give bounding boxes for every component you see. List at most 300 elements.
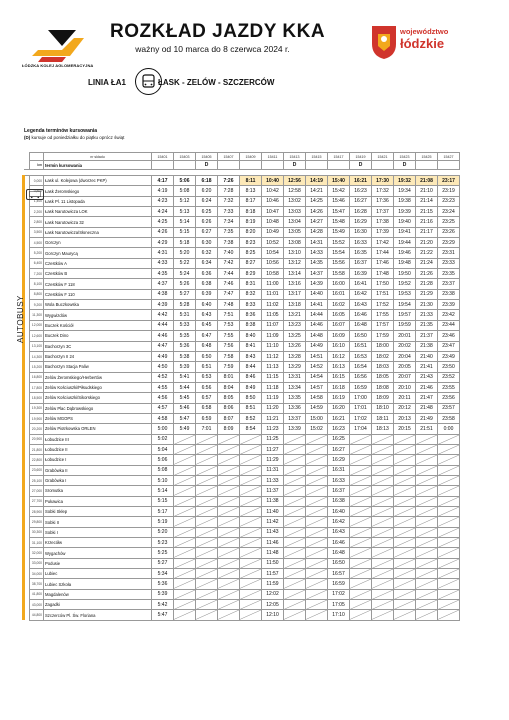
region-name-top: województwo: [400, 27, 449, 36]
no-service-cell: [350, 486, 372, 496]
departure-time: 18:11: [372, 413, 394, 423]
no-service-mark: [240, 455, 261, 464]
no-service-mark: [350, 455, 371, 464]
departure-time: 12:10: [262, 610, 284, 620]
no-service-mark: [174, 455, 195, 464]
departure-time: 8:36: [240, 310, 262, 320]
departure-time: 16:40: [328, 507, 350, 517]
no-service-mark: [372, 507, 393, 516]
no-service-cell: [196, 579, 218, 589]
no-service-cell: [394, 548, 416, 558]
stop-name: Łask Pl. 11 Listopada: [44, 196, 152, 206]
departure-time: 11:02: [262, 300, 284, 310]
no-service-cell: [306, 579, 328, 589]
departure-time: 5:12: [174, 196, 196, 206]
stop-row: [24, 331, 460, 341]
no-service-cell: [218, 569, 240, 579]
term-code: [262, 161, 284, 170]
no-service-mark: [350, 548, 371, 557]
no-service-mark: [196, 548, 217, 557]
departure-time: 23:47: [438, 341, 460, 351]
no-service-mark: [394, 455, 415, 464]
departure-time: 19:54: [394, 300, 416, 310]
departure-time: 13:16: [284, 279, 306, 289]
no-service-cell: [350, 527, 372, 537]
departure-time: 15:49: [328, 227, 350, 237]
departure-time: 17:51: [372, 289, 394, 299]
no-service-cell: [372, 496, 394, 506]
no-service-mark: [284, 579, 305, 588]
no-service-mark: [350, 497, 371, 506]
departure-time: 13:02: [284, 196, 306, 206]
no-service-mark: [306, 455, 327, 464]
departure-time: 23:50: [438, 362, 460, 372]
no-service-mark: [306, 600, 327, 609]
departure-time: 11:46: [262, 538, 284, 548]
no-service-mark: [416, 610, 437, 619]
term-code: [218, 161, 240, 170]
departure-time: 13:08: [284, 238, 306, 248]
train-number: 15407: [218, 153, 240, 161]
departure-time: 23:33: [438, 258, 460, 268]
departure-time: 4:35: [152, 269, 174, 279]
no-service-cell: [394, 569, 416, 579]
no-service-mark: [174, 497, 195, 506]
no-service-cell: [416, 527, 438, 537]
departure-time: 4:25: [152, 217, 174, 227]
no-service-mark: [174, 476, 195, 485]
stop-row: [24, 413, 460, 423]
departure-time: 10:46: [262, 196, 284, 206]
no-service-cell: [306, 558, 328, 568]
timetable: [15, 152, 460, 621]
no-service-cell: [284, 589, 306, 599]
departure-time: 21:51: [416, 424, 438, 434]
no-service-mark: [372, 476, 393, 485]
departure-time: 16:37: [350, 258, 372, 268]
departure-time: 8:19: [240, 217, 262, 227]
stop-row: [24, 517, 460, 527]
no-service-cell: [438, 517, 460, 527]
departure-time: 14:37: [306, 269, 328, 279]
departure-time: 13:04: [284, 217, 306, 227]
departure-time: 5:04: [152, 444, 174, 454]
departure-time: 21:26: [416, 269, 438, 279]
departure-time: 16:30: [350, 227, 372, 237]
departure-time: 19:59: [394, 320, 416, 330]
stop-name: Grabówka I: [44, 475, 152, 485]
no-service-cell: [350, 558, 372, 568]
departure-time: 16:29: [350, 217, 372, 227]
no-service-cell: [240, 569, 262, 579]
departure-time: 0:00: [438, 424, 460, 434]
departure-time: 11:00: [262, 279, 284, 289]
departure-time: 5:28: [174, 300, 196, 310]
departure-time: 10:42: [262, 186, 284, 196]
departure-time: 21:28: [416, 279, 438, 289]
no-service-mark: [240, 528, 261, 537]
departure-time: 21:48: [416, 403, 438, 413]
departure-time: 20:12: [394, 403, 416, 413]
no-service-mark: [174, 517, 195, 526]
departure-time: 6:26: [196, 217, 218, 227]
departure-time: 17:00: [350, 393, 372, 403]
departure-time: 8:49: [240, 382, 262, 392]
departure-time: 17:38: [372, 217, 394, 227]
stop-km: 3,500: [30, 227, 44, 237]
legend-code: (D): [24, 135, 31, 140]
train-number: 15403: [174, 153, 196, 161]
no-service-mark: [394, 476, 415, 485]
departure-time: 8:18: [240, 207, 262, 217]
no-service-cell: [416, 569, 438, 579]
departure-time: 19:46: [394, 248, 416, 258]
departure-time: 19:34: [394, 186, 416, 196]
stop-name: Bachorzyn 3C: [44, 341, 152, 351]
departure-time: 14:25: [306, 196, 328, 206]
no-service-mark: [306, 610, 327, 619]
stop-name: Łask Narutowicza LOK: [44, 207, 152, 217]
departure-time: 17:10: [328, 610, 350, 620]
no-service-cell: [416, 444, 438, 454]
no-service-cell: [196, 434, 218, 444]
departure-time: 4:39: [152, 300, 174, 310]
no-service-mark: [350, 435, 371, 444]
departure-time: 14:39: [306, 279, 328, 289]
no-service-cell: [218, 548, 240, 558]
departure-time: 16:35: [350, 248, 372, 258]
no-service-mark: [218, 528, 239, 537]
region-crest-icon: [370, 24, 398, 60]
no-service-cell: [240, 579, 262, 589]
no-service-cell: [416, 579, 438, 589]
no-service-mark: [416, 486, 437, 495]
departure-time: 16:33: [350, 238, 372, 248]
departure-time: 11:48: [262, 548, 284, 558]
departure-time: 10:56: [262, 258, 284, 268]
no-service-mark: [438, 486, 459, 495]
departure-time: 4:52: [152, 372, 174, 382]
no-service-mark: [438, 445, 459, 454]
departure-time: 4:56: [152, 393, 174, 403]
no-service-mark: [240, 600, 261, 609]
term-code: [152, 161, 174, 170]
departure-time: 7:32: [218, 196, 240, 206]
departure-time: 21:30: [416, 300, 438, 310]
departure-time: 14:46: [306, 320, 328, 330]
stop-km: 29,800: [30, 517, 44, 527]
no-service-mark: [394, 517, 415, 526]
departure-time: 11:50: [262, 558, 284, 568]
no-service-mark: [196, 569, 217, 578]
departure-time: 23:25: [438, 217, 460, 227]
legend-item: [24, 135, 124, 140]
no-service-mark: [284, 445, 305, 454]
no-service-cell: [416, 455, 438, 465]
departure-time: 23:24: [438, 207, 460, 217]
departure-time: 6:57: [196, 393, 218, 403]
no-service-cell: [372, 517, 394, 527]
no-service-cell: [306, 538, 328, 548]
departure-time: 16:20: [328, 403, 350, 413]
departure-time: 23:39: [438, 300, 460, 310]
stop-km: 2,800: [30, 217, 44, 227]
no-service-cell: [438, 579, 460, 589]
stop-name: Sobki Skłep: [44, 507, 152, 517]
no-service-mark: [196, 517, 217, 526]
no-service-cell: [196, 444, 218, 454]
no-service-cell: [438, 548, 460, 558]
departure-time: 5:08: [174, 186, 196, 196]
no-service-mark: [306, 538, 327, 547]
departure-time: 16:27: [328, 444, 350, 454]
departure-time: 15:42: [328, 186, 350, 196]
departure-time: 4:38: [152, 289, 174, 299]
departure-time: 13:23: [284, 320, 306, 330]
no-service-cell: [218, 507, 240, 517]
no-service-cell: [394, 475, 416, 485]
departure-time: 16:39: [350, 269, 372, 279]
no-service-mark: [196, 455, 217, 464]
no-service-cell: [284, 558, 306, 568]
no-service-mark: [306, 569, 327, 578]
no-service-cell: [350, 496, 372, 506]
no-service-cell: [218, 517, 240, 527]
stop-km: 2,200: [30, 207, 44, 217]
no-service-mark: [306, 476, 327, 485]
no-service-mark: [416, 590, 437, 599]
no-service-cell: [174, 558, 196, 568]
departure-time: 7:35: [218, 227, 240, 237]
departure-time: 5:20: [174, 248, 196, 258]
line-label: LINIA ŁA1: [88, 78, 126, 87]
departure-time: 5:39: [152, 589, 174, 599]
no-service-mark: [306, 445, 327, 454]
departure-time: 11:31: [262, 465, 284, 475]
departure-time: 5:35: [174, 331, 196, 341]
departure-time: 5:25: [152, 548, 174, 558]
term-code: [372, 161, 394, 170]
departure-time: 8:29: [240, 269, 262, 279]
departure-time: 11:15: [262, 372, 284, 382]
departure-time: 14:57: [306, 382, 328, 392]
stop-km: 6,400: [30, 258, 44, 268]
departure-time: 8:23: [240, 238, 262, 248]
departure-time: 16:31: [328, 465, 350, 475]
term-code: [240, 161, 262, 170]
departure-time: 16:23: [328, 424, 350, 434]
departure-time: 16:29: [328, 455, 350, 465]
departure-time: 11:09: [262, 331, 284, 341]
term-code: [328, 161, 350, 170]
no-service-mark: [240, 517, 261, 526]
stop-name: Czestków A: [44, 258, 152, 268]
stop-name: Szczerców Pl. Św. Floriana: [44, 610, 152, 620]
stop-row: [24, 300, 460, 310]
no-service-mark: [416, 455, 437, 464]
no-service-mark: [240, 497, 261, 506]
departure-time: 18:03: [372, 362, 394, 372]
no-service-cell: [438, 569, 460, 579]
no-service-cell: [306, 465, 328, 475]
no-service-cell: [372, 455, 394, 465]
stop-name: Buczek Dino: [44, 331, 152, 341]
no-service-mark: [438, 600, 459, 609]
departure-time: 13:21: [284, 310, 306, 320]
departure-time: 14:21: [306, 186, 328, 196]
departure-time: 20:07: [394, 372, 416, 382]
no-service-mark: [174, 610, 195, 619]
stop-km: 19,300: [30, 403, 44, 413]
no-service-mark: [416, 517, 437, 526]
no-service-cell: [218, 465, 240, 475]
no-service-cell: [174, 455, 196, 465]
no-service-cell: [372, 538, 394, 548]
stop-row: [24, 569, 460, 579]
bus-side-icon: [26, 189, 44, 200]
no-service-mark: [240, 445, 261, 454]
departure-time: 17:57: [372, 320, 394, 330]
departure-time: 18:08: [372, 382, 394, 392]
departure-time: 17:37: [372, 207, 394, 217]
departure-time: 18:09: [372, 393, 394, 403]
departure-time: 8:13: [240, 186, 262, 196]
no-service-mark: [196, 610, 217, 619]
departure-time: 5:10: [152, 475, 174, 485]
no-service-cell: [350, 610, 372, 620]
stop-row: [24, 527, 460, 537]
departure-time: 23:44: [438, 320, 460, 330]
no-service-mark: [306, 507, 327, 516]
no-service-cell: [284, 600, 306, 610]
no-service-cell: [196, 527, 218, 537]
departure-time: 11:38: [262, 496, 284, 506]
stop-name: Łask ul. Kolejowa (dworzec PKP): [44, 176, 152, 186]
departure-time: 5:13: [174, 207, 196, 217]
departure-time: 11:37: [262, 486, 284, 496]
no-service-mark: [284, 486, 305, 495]
departure-time: 5:31: [174, 310, 196, 320]
departure-time: 13:14: [284, 269, 306, 279]
no-service-mark: [284, 497, 305, 506]
departure-time: 19:38: [394, 196, 416, 206]
departure-time: 15:52: [328, 238, 350, 248]
stop-name: Sobki II: [44, 517, 152, 527]
stop-row: [24, 196, 460, 206]
no-service-mark: [372, 569, 393, 578]
no-service-mark: [174, 548, 195, 557]
no-service-cell: [394, 434, 416, 444]
no-service-mark: [372, 548, 393, 557]
no-service-cell: [394, 589, 416, 599]
stop-row: [24, 258, 460, 268]
no-service-mark: [350, 538, 371, 547]
departure-time: 11:57: [262, 569, 284, 579]
departure-time: 4:29: [152, 238, 174, 248]
departure-time: 5:24: [174, 269, 196, 279]
no-service-cell: [438, 610, 460, 620]
stop-row: [24, 393, 460, 403]
no-service-cell: [174, 538, 196, 548]
departure-time: 14:52: [306, 362, 328, 372]
departure-time: 8:27: [240, 258, 262, 268]
stop-name: Sromutka: [44, 486, 152, 496]
no-service-mark: [196, 528, 217, 537]
departure-time: 17:48: [372, 269, 394, 279]
no-service-cell: [372, 600, 394, 610]
no-service-mark: [372, 579, 393, 588]
departure-time: 11:19: [262, 393, 284, 403]
departure-time: 21:38: [416, 341, 438, 351]
no-service-cell: [372, 475, 394, 485]
no-service-mark: [284, 455, 305, 464]
no-service-cell: [350, 600, 372, 610]
no-service-mark: [416, 466, 437, 475]
departure-time: 13:36: [284, 403, 306, 413]
departure-time: 8:54: [240, 424, 262, 434]
no-service-mark: [218, 538, 239, 547]
no-service-cell: [350, 548, 372, 558]
no-service-cell: [196, 486, 218, 496]
departure-time: 5:27: [152, 558, 174, 568]
departure-time: 8:04: [218, 382, 240, 392]
departure-time: 16:48: [328, 548, 350, 558]
departure-time: 17:39: [372, 227, 394, 237]
no-service-mark: [438, 590, 459, 599]
no-service-cell: [240, 548, 262, 558]
region-logo: [370, 24, 480, 64]
no-service-cell: [416, 610, 438, 620]
no-service-cell: [196, 610, 218, 620]
departure-time: 7:48: [218, 300, 240, 310]
stop-row: [24, 465, 460, 475]
departure-time: 8:20: [240, 227, 262, 237]
departure-time: 11:12: [262, 351, 284, 361]
departure-time: 5:18: [174, 238, 196, 248]
term-code: D: [196, 161, 218, 170]
departure-time: 4:58: [152, 413, 174, 423]
no-service-cell: [438, 465, 460, 475]
departure-time: 16:25: [328, 434, 350, 444]
departure-time: 14:54: [306, 372, 328, 382]
stop-row: [24, 320, 460, 330]
no-service-mark: [218, 579, 239, 588]
no-service-cell: [196, 569, 218, 579]
no-service-mark: [218, 497, 239, 506]
departure-time: 21:41: [416, 362, 438, 372]
departure-time: 11:21: [262, 413, 284, 423]
no-service-mark: [438, 455, 459, 464]
train-number: 15411: [262, 153, 284, 161]
stop-row: [24, 507, 460, 517]
no-service-mark: [394, 497, 415, 506]
departure-time: 5:22: [174, 258, 196, 268]
departure-time: 8:09: [218, 424, 240, 434]
no-service-cell: [240, 558, 262, 568]
stop-row: [24, 600, 460, 610]
departure-time: 20:11: [394, 393, 416, 403]
no-service-cell: [218, 444, 240, 454]
stop-km: 7,200: [30, 269, 44, 279]
stop-row: [24, 279, 460, 289]
no-service-mark: [416, 445, 437, 454]
departure-time: 21:29: [416, 289, 438, 299]
departure-time: 16:50: [350, 331, 372, 341]
departure-time: 13:31: [284, 372, 306, 382]
no-service-mark: [416, 579, 437, 588]
stop-km: 44,800: [30, 610, 44, 620]
departure-time: 21:10: [416, 186, 438, 196]
